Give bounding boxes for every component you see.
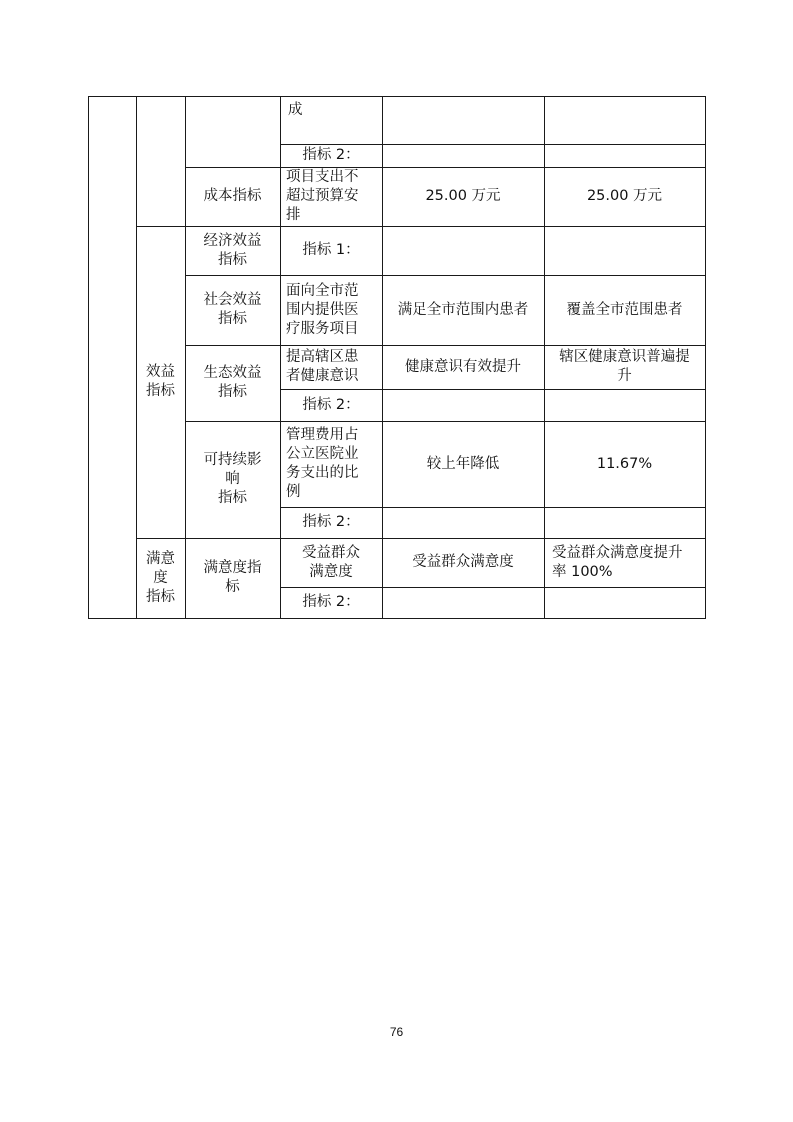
table-gridline [136, 96, 137, 619]
table-gridline [280, 507, 706, 508]
table-gridline [136, 538, 706, 539]
satisfaction-indicator-label: 满意度指 标 [203, 560, 262, 595]
table-gridline [185, 167, 706, 168]
indicator-cell-ecological-2: 指标 2： [302, 396, 360, 413]
indicator-cell-sustainable-2: 指标 2： [302, 514, 360, 530]
table-gridline [382, 96, 383, 619]
target-cell-ecological: 健康意识有效提升 [405, 358, 521, 375]
actual-cell-cost: 25.00 万元 [586, 188, 663, 204]
indicator-cell-satisfaction-2: 指标 2： [302, 594, 360, 610]
indicator-cell-social: 面向全市范 围内提供医 疗服务项目 [286, 282, 359, 337]
table-border-right [705, 96, 706, 619]
target-cell-social: 满足全市范围内患者 [397, 301, 529, 318]
table-gridline [185, 421, 706, 422]
indicator-cell-satisfaction: 受益群众 满意度 [302, 544, 360, 580]
target-cell-cost: 25.00 万元 [425, 188, 501, 204]
ecological-benefit-label: 生态效益 指标 [203, 365, 262, 400]
table-gridline [185, 96, 186, 619]
target-cell-sustainable: 较上年降低 [426, 455, 500, 472]
sustainable-impact-label: 可持续影 响 指标 [203, 452, 262, 506]
table-border-bottom [88, 618, 706, 619]
table-gridline [136, 226, 706, 227]
social-benefit-label: 社会效益 指标 [203, 292, 262, 327]
actual-cell-satisfaction: 受益群众满意度提升 率 100% [552, 544, 683, 580]
benefit-category-label: 效益 指标 [146, 364, 175, 399]
actual-cell-ecological: 辖区健康意识普遍提 升 [559, 349, 690, 384]
table-border-top [88, 96, 706, 97]
table-gridline [544, 96, 545, 619]
page-number: 76 [389, 1025, 404, 1039]
table-gridline [185, 275, 706, 276]
indicator-cell-cost: 项目支出不 超过预算安 排 [286, 169, 359, 223]
table-gridline [280, 96, 281, 619]
actual-cell-sustainable: 11.67% [596, 455, 653, 472]
indicator-cell-output-2: 指标 2： [302, 147, 360, 163]
satisfaction-category-label: 满意 度 指标 [146, 550, 175, 605]
indicator-cell-sustainable: 管理费用占 公立医院业 务支出的比 例 [286, 427, 359, 500]
table-gridline [280, 389, 706, 390]
table-border-left [88, 96, 89, 619]
indicator-cell-continued: 成 [288, 102, 303, 118]
target-cell-satisfaction: 受益群众满意度 [412, 554, 514, 570]
table-gridline [185, 345, 706, 346]
economic-benefit-label: 经济效益 指标 [203, 232, 262, 268]
actual-cell-social: 覆盖全市范围患者 [566, 301, 683, 318]
table-gridline [280, 587, 706, 588]
indicator-cell-ecological: 提高辖区患 者健康意识 [286, 349, 359, 384]
table-gridline [280, 144, 706, 145]
cost-indicator-label: 成本指标 [203, 188, 262, 204]
indicator-cell-economic-1: 指标 1： [302, 242, 360, 258]
